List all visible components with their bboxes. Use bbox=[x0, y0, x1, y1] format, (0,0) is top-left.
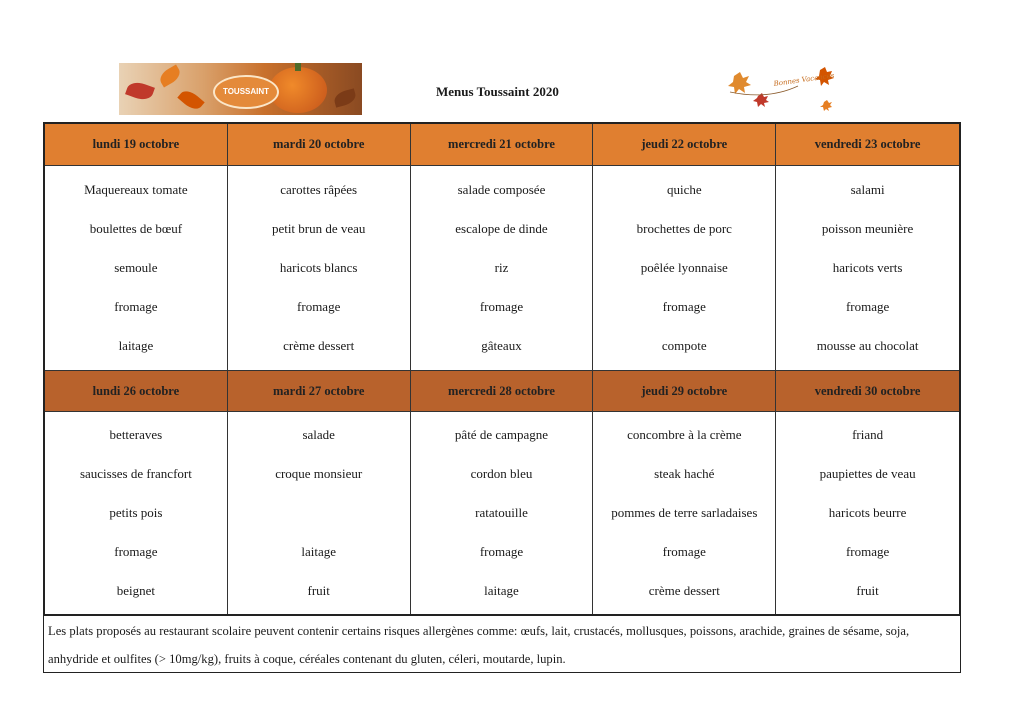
day-menu bbox=[411, 412, 594, 614]
menu-item: fromage bbox=[662, 543, 706, 559]
day-menu bbox=[45, 166, 228, 370]
menu-item: croque monsieur bbox=[275, 466, 363, 482]
menu-item: petit brun de veau bbox=[271, 220, 366, 236]
menu-item: salami bbox=[850, 181, 885, 197]
day-header: jeudi 22 octobre bbox=[593, 124, 776, 166]
day-menu bbox=[776, 166, 959, 370]
menu-item: Maquereaux tomate bbox=[84, 181, 188, 197]
day-menu bbox=[228, 412, 411, 614]
menu-item: fromage bbox=[114, 299, 158, 315]
menu-item: fromage bbox=[479, 543, 524, 559]
day-menu bbox=[411, 166, 594, 370]
menu-item: brochettes de porc bbox=[636, 220, 732, 236]
allergen-notice: Les plats proposés au restaurant scolaire peuvent contenir certains risques allergènes comme: œufs, lait, crustacés, mollusques, poissons, arachide, graines de sésame, soja, anhydride et oulfites (> 10mg/kg), fruits à coque, céréales contenant du gluten, céleri, moutarde, lupin. bbox=[43, 616, 961, 673]
menu-item: escalope de dinde bbox=[455, 220, 548, 236]
menu-item: mousse au chocolat bbox=[816, 338, 919, 354]
menu-item: semoule bbox=[114, 259, 158, 275]
toussaint-badge: TOUSSAINT bbox=[213, 75, 279, 109]
menu-item: fromage bbox=[845, 543, 890, 559]
menu-item: betteraves bbox=[109, 427, 163, 443]
menu-item: fromage bbox=[845, 299, 890, 315]
page-title: Menus Toussaint 2020 bbox=[436, 84, 559, 99]
menu-item: quiche bbox=[666, 181, 702, 197]
menu-item: laitage bbox=[118, 338, 154, 354]
menu-item: fromage bbox=[662, 299, 706, 315]
toussaint-banner-image bbox=[119, 63, 362, 115]
menu-item: fruit bbox=[307, 582, 330, 598]
day-menu bbox=[593, 166, 776, 370]
day-header: mardi 27 octobre bbox=[228, 370, 411, 412]
menu-item: friand bbox=[852, 427, 884, 443]
day-menu bbox=[228, 166, 411, 370]
menu-item: salade bbox=[302, 427, 335, 443]
day-header: vendredi 30 octobre bbox=[776, 370, 959, 412]
menu-item: concombre à la crème bbox=[627, 427, 742, 443]
menu-item: poêlée lyonnaise bbox=[640, 259, 728, 275]
menu-item: compote bbox=[661, 338, 707, 354]
menu-item: haricots beurre bbox=[828, 504, 907, 520]
menu-item: carottes râpées bbox=[280, 181, 358, 197]
menu-item: pommes de terre sarladaises bbox=[611, 504, 758, 520]
autumn-leaves-decoration bbox=[728, 66, 842, 116]
day-header: vendredi 23 octobre bbox=[776, 124, 959, 166]
menu-item: haricots verts bbox=[832, 259, 903, 275]
day-menu bbox=[593, 412, 776, 614]
day-menu bbox=[776, 412, 959, 614]
day-header: lundi 26 octobre bbox=[45, 370, 228, 412]
menu-item: fromage bbox=[297, 299, 341, 315]
menu-item: boulettes de bœuf bbox=[89, 220, 183, 236]
menu-item: ratatouille bbox=[475, 504, 528, 520]
menu-item: fruit bbox=[856, 582, 879, 598]
menu-item: crème dessert bbox=[648, 582, 720, 598]
menu-item: beignet bbox=[116, 582, 156, 598]
menu-item: laitage bbox=[301, 543, 337, 559]
menu-item: poisson meunière bbox=[821, 220, 914, 236]
menu-item: saucisses de francfort bbox=[79, 466, 192, 482]
menu-item: laitage bbox=[484, 582, 519, 598]
svg-text:Bonnes Vacances: Bonnes Vacances bbox=[773, 71, 835, 88]
menu-item: cordon bleu bbox=[470, 466, 533, 482]
menu-table bbox=[43, 122, 961, 616]
menu-item: riz bbox=[494, 259, 509, 275]
day-header: lundi 19 octobre bbox=[45, 124, 228, 166]
day-header: mercredi 28 octobre bbox=[411, 370, 594, 412]
menu-item: salade composée bbox=[457, 181, 546, 197]
menu-item: steak haché bbox=[654, 466, 715, 482]
menu-item: pâté de campagne bbox=[454, 427, 549, 443]
day-header: mardi 20 octobre bbox=[228, 124, 411, 166]
day-header: mercredi 21 octobre bbox=[411, 124, 594, 166]
menu-item: crème dessert bbox=[283, 338, 355, 354]
day-header: jeudi 29 octobre bbox=[593, 370, 776, 412]
menu-item: haricots blancs bbox=[279, 259, 358, 275]
menu-item: fromage bbox=[114, 543, 158, 559]
day-menu bbox=[45, 412, 228, 614]
menu-item: gâteaux bbox=[481, 338, 522, 354]
menu-item: paupiettes de veau bbox=[819, 466, 916, 482]
menu-item: petits pois bbox=[109, 504, 163, 520]
menu-item: fromage bbox=[479, 299, 524, 315]
